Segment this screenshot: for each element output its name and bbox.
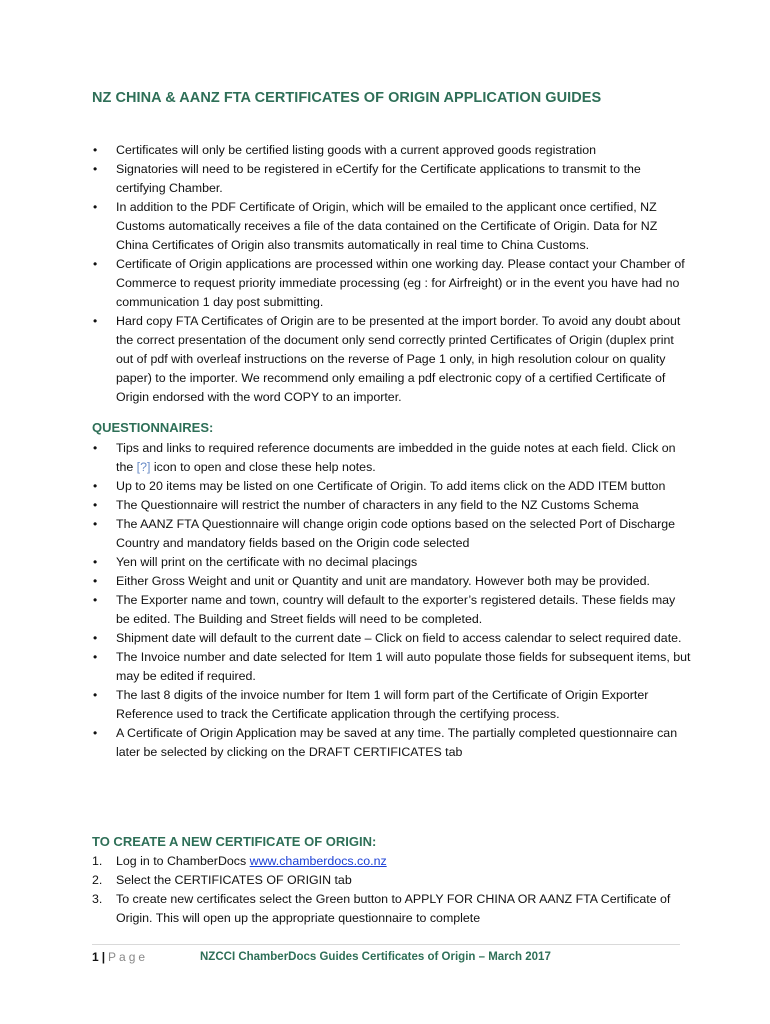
create-certificate-heading: TO CREATE A NEW CERTIFICATE OF ORIGIN: bbox=[92, 834, 377, 849]
step-item bbox=[92, 871, 692, 890]
page-number: 1 bbox=[92, 950, 99, 964]
list-item: • Certificate of Origin applications are processed within one working day. Please contact your Chamber of Commerce to request priority immediate processing (eg : for Airfreight) or in the event you have had no communication 1 day post submitting. bbox=[92, 255, 692, 312]
list-item: • The Questionnaire will restrict the number of characters in any field to the NZ Customs Schema bbox=[92, 496, 692, 515]
list-item: • Either Gross Weight and unit or Quantity and unit are mandatory. However both may be provided. bbox=[92, 572, 692, 591]
page-label: Page bbox=[108, 950, 149, 964]
step-text: Select the CERTIFICATES OF ORIGIN tab bbox=[116, 873, 352, 887]
list-item-text: Tips and links to required reference documents are imbedded in the guide notes at each field. Click on the bbox=[116, 441, 676, 474]
intro-bullet-list bbox=[92, 141, 692, 407]
step-item bbox=[92, 852, 692, 871]
step-number: 3. bbox=[92, 892, 103, 906]
footer-divider bbox=[92, 944, 680, 945]
step-number: 2. bbox=[92, 873, 103, 887]
list-item: • Yen will print on the certificate with no decimal placings bbox=[92, 553, 692, 572]
questionnaires-heading: QUESTIONNAIRES: bbox=[92, 420, 214, 435]
step-text: Log in to ChamberDocs bbox=[116, 854, 250, 868]
list-item: • Up to 20 items may be listed on one Certificate of Origin. To add items click on the ADD ITEM button bbox=[92, 477, 692, 496]
list-item: • The Invoice number and date selected for Item 1 will auto populate those fields for subsequent items, but may be edited if required. bbox=[92, 648, 692, 686]
step-item bbox=[92, 890, 692, 928]
step-text: To create new certificates select the Green button to APPLY FOR CHINA OR AANZ FTA Certificate of Origin. This will open up the appropriate questionnaire to complete bbox=[116, 892, 671, 925]
footer-separator: | bbox=[101, 950, 106, 964]
list-item: • In addition to the PDF Certificate of Origin, which will be emailed to the applicant once certified, NZ Customs automatically receives a file of the data contained on the Certificate of Origin. Data for NZ China Certificates of Origin also transmits automatically in real time to China Customs. bbox=[92, 198, 692, 255]
list-item bbox=[92, 439, 692, 477]
list-item: • The AANZ FTA Questionnaire will change origin code options based on the selected Port of Discharge Country and mandatory fields based on the Origin code selected bbox=[92, 515, 692, 553]
page-title: NZ CHINA & AANZ FTA CERTIFICATES OF ORIGIN APPLICATION GUIDES bbox=[92, 90, 602, 106]
step-number: 1. bbox=[92, 854, 103, 868]
list-item: • The Exporter name and town, country will default to the exporter’s registered details. These fields may be edited. The Building and Street fields will need to be completed. bbox=[92, 591, 692, 629]
create-steps-list bbox=[92, 852, 692, 928]
list-item: • Hard copy FTA Certificates of Origin are to be presented at the import border. To avoid any doubt about the correct presentation of the document only send correctly printed Certificates of Origin (duplex print out of pdf with overleaf instructions on the reverse of Page 1 only, in high resolution colour on quality paper) to the importer. We recommend only emailing a pdf electronic copy of a certified Certificate of Origin endorsed with the word COPY to an importer. bbox=[92, 312, 692, 407]
list-item: • The last 8 digits of the invoice number for Item 1 will form part of the Certificate of Origin Exporter Reference used to track the Certificate application through the certifying process. bbox=[92, 686, 692, 724]
page-footer bbox=[92, 950, 551, 964]
list-item: • Certificates will only be certified listing goods with a current approved goods registration bbox=[92, 141, 692, 160]
questionnaires-bullet-list bbox=[92, 439, 692, 762]
list-item: • Signatories will need to be registered in eCertify for the Certificate applications to transmit to the certifying Chamber. bbox=[92, 160, 692, 198]
footer-text: NZCCI ChamberDocs Guides Certificates of Origin – March 2017 bbox=[200, 951, 551, 963]
chamberdocs-link[interactable]: www.chamberdocs.co.nz bbox=[249, 854, 387, 868]
list-item-text: icon to open and close these help notes. bbox=[150, 460, 376, 474]
help-icon: [?] bbox=[136, 460, 151, 474]
list-item: • Shipment date will default to the current date – Click on field to access calendar to select required date. bbox=[92, 629, 692, 648]
list-item: • A Certificate of Origin Application may be saved at any time. The partially completed questionnaire can later be selected by clicking on the DRAFT CERTIFICATES tab bbox=[92, 724, 692, 762]
